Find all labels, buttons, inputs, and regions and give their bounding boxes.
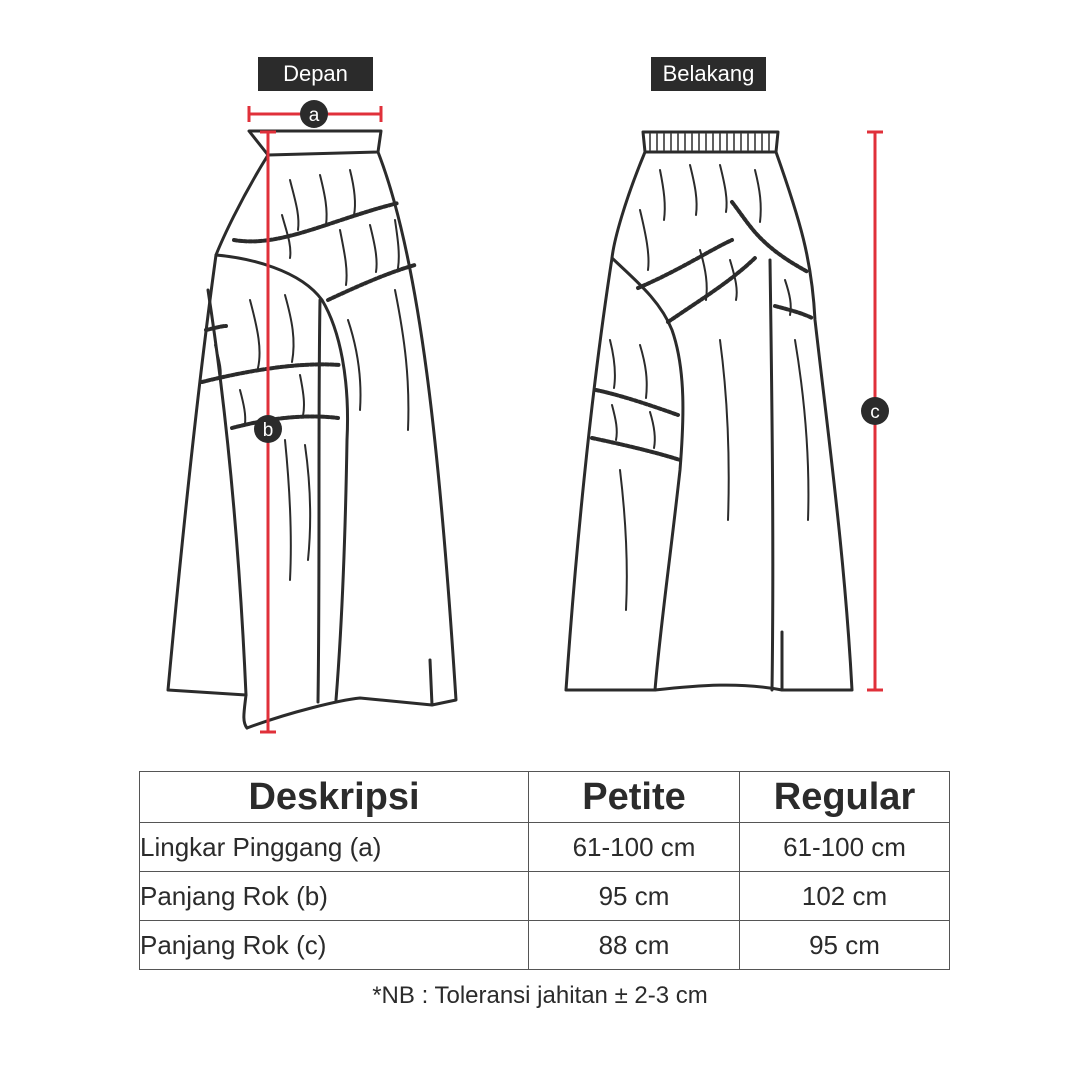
front-view-label: Depan — [258, 57, 373, 91]
row-regular-value: 102 cm — [740, 872, 950, 921]
row-description: Panjang Rok (c) — [140, 921, 529, 970]
row-petite-value: 88 cm — [529, 921, 740, 970]
header-regular: Regular — [740, 772, 950, 823]
header-petite: Petite — [529, 772, 740, 823]
row-description: Panjang Rok (b) — [140, 872, 529, 921]
row-petite-value: 95 cm — [529, 872, 740, 921]
size-chart-table — [139, 771, 950, 970]
table-row — [140, 823, 950, 872]
row-petite-value: 61-100 cm — [529, 823, 740, 872]
row-regular-value: 61-100 cm — [740, 823, 950, 872]
svg-text:c: c — [870, 402, 880, 423]
row-description: Lingkar Pinggang (a) — [140, 823, 529, 872]
table-header-row — [140, 772, 950, 823]
tolerance-note: *NB : Toleransi jahitan ± 2-3 cm — [372, 982, 708, 1009]
table-row — [140, 872, 950, 921]
svg-text:a: a — [308, 105, 320, 126]
back-view-label: Belakang — [651, 57, 766, 91]
marker-a — [300, 100, 328, 128]
back-skirt-outline — [566, 132, 852, 690]
header-description: Deskripsi — [140, 772, 529, 823]
marker-c — [861, 397, 889, 425]
svg-text:b: b — [262, 420, 274, 441]
front-skirt-outline — [168, 131, 456, 728]
marker-b — [254, 415, 282, 443]
table-row — [140, 921, 950, 970]
row-regular-value: 95 cm — [740, 921, 950, 970]
